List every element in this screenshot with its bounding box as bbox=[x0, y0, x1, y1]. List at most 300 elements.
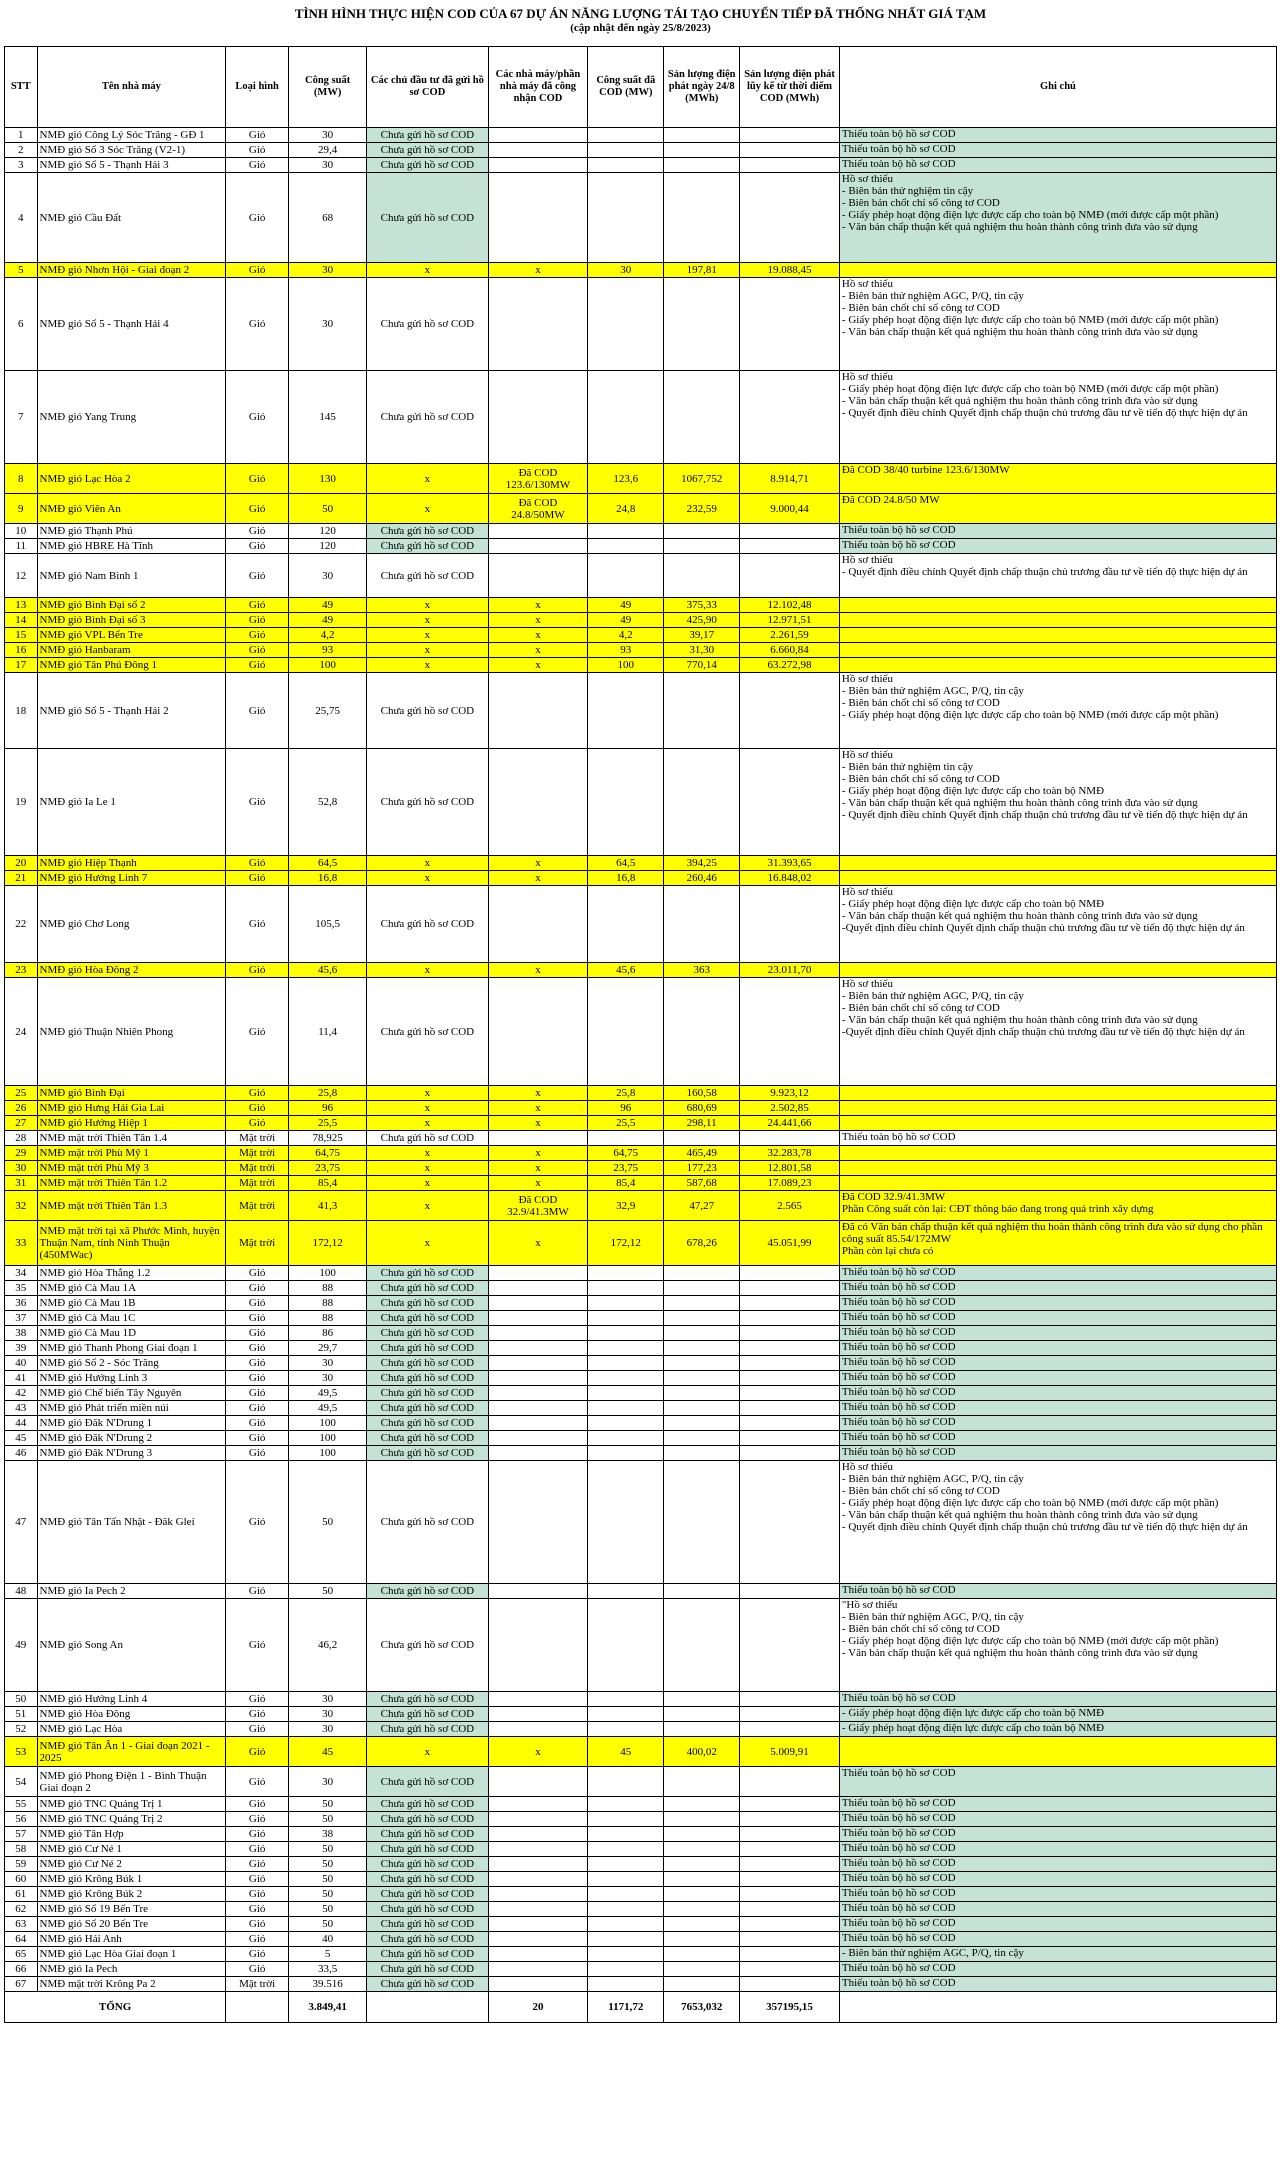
cell-cod-recognized: x bbox=[488, 1086, 588, 1101]
cell-type: Gió bbox=[226, 524, 289, 539]
cell-notes: Thiếu toàn bộ hồ sơ COD bbox=[839, 1887, 1276, 1902]
cell-capacity: 120 bbox=[289, 539, 367, 554]
cell-cumulative-output bbox=[740, 1902, 840, 1917]
cell-plant-name: NMĐ gió Bình Đại số 3 bbox=[37, 613, 226, 628]
table-body bbox=[5, 128, 1277, 1992]
cell-cod-recognized bbox=[488, 371, 588, 464]
cell-cod-capacity: 23,75 bbox=[588, 1161, 664, 1176]
cell-daily-output bbox=[664, 1932, 740, 1947]
cell-daily-output bbox=[664, 1917, 740, 1932]
cell-cumulative-output bbox=[740, 278, 840, 371]
cell-stt: 19 bbox=[5, 749, 38, 856]
table-row bbox=[5, 1722, 1277, 1737]
cell-notes: Đã COD 24.8/50 MW bbox=[839, 494, 1276, 524]
cell-plant-name: NMĐ gió Tân Ân 1 - Giai đoạn 2021 - 2025 bbox=[37, 1737, 226, 1767]
cell-type: Gió bbox=[226, 464, 289, 494]
cell-cod-recognized bbox=[488, 673, 588, 749]
cell-plant-name: NMĐ gió Thuận Nhiên Phong bbox=[37, 978, 226, 1086]
cell-notes: Thiếu toàn bộ hồ sơ COD bbox=[839, 1812, 1276, 1827]
cell-cod-submitted: Chưa gửi hồ sơ COD bbox=[367, 524, 488, 539]
cell-cod-capacity bbox=[588, 1722, 664, 1737]
cell-cod-submitted: Chưa gửi hồ sơ COD bbox=[367, 158, 488, 173]
cell-notes bbox=[839, 643, 1276, 658]
cell-plant-name: NMĐ mặt trời Phù Mỹ 1 bbox=[37, 1146, 226, 1161]
cell-daily-output bbox=[664, 1599, 740, 1692]
cell-capacity: 50 bbox=[289, 1812, 367, 1827]
cell-cod-capacity bbox=[588, 1797, 664, 1812]
cell-cod-submitted: x bbox=[367, 1737, 488, 1767]
cell-cod-recognized bbox=[488, 1842, 588, 1857]
cell-cod-submitted: Chưa gửi hồ sơ COD bbox=[367, 1812, 488, 1827]
cell-cod-recognized bbox=[488, 1887, 588, 1902]
cell-notes bbox=[839, 658, 1276, 673]
cell-notes bbox=[839, 1176, 1276, 1191]
cell-stt: 65 bbox=[5, 1947, 38, 1962]
cell-cumulative-output bbox=[740, 554, 840, 598]
cell-cod-capacity bbox=[588, 128, 664, 143]
cell-cod-recognized bbox=[488, 1977, 588, 1992]
cell-notes bbox=[839, 1146, 1276, 1161]
cell-cod-capacity bbox=[588, 1401, 664, 1416]
cell-plant-name: NMĐ gió Số 20 Bến Tre bbox=[37, 1917, 226, 1932]
cell-daily-output: 39,17 bbox=[664, 628, 740, 643]
cell-stt: 40 bbox=[5, 1356, 38, 1371]
cell-stt: 44 bbox=[5, 1416, 38, 1431]
cell-notes: Đã có Văn bản chấp thuận kết quả nghiệm thu hoàn thành công trình đưa vào sử dụng cho phần công suất 85.54/172MW Phần còn lại chưa có bbox=[839, 1221, 1276, 1266]
cell-type: Gió bbox=[226, 1872, 289, 1887]
cell-plant-name: NMĐ gió Công Lý Sóc Trăng - GĐ 1 bbox=[37, 128, 226, 143]
table-row bbox=[5, 1797, 1277, 1812]
table-row bbox=[5, 1371, 1277, 1386]
cell-plant-name: NMĐ gió Nam Bình 1 bbox=[37, 554, 226, 598]
cell-plant-name: NMĐ gió Tân Phú Đông 1 bbox=[37, 658, 226, 673]
cell-capacity: 88 bbox=[289, 1281, 367, 1296]
cell-cumulative-output: 63.272,98 bbox=[740, 658, 840, 673]
table-row bbox=[5, 598, 1277, 613]
cell-capacity: 130 bbox=[289, 464, 367, 494]
cell-type: Gió bbox=[226, 1812, 289, 1827]
cell-plant-name: NMĐ gió Bình Đại số 2 bbox=[37, 598, 226, 613]
cell-cumulative-output: 9.923,12 bbox=[740, 1086, 840, 1101]
table-row bbox=[5, 673, 1277, 749]
cell-plant-name: NMĐ gió Bình Đại bbox=[37, 1086, 226, 1101]
cell-type: Gió bbox=[226, 1917, 289, 1932]
cell-stt: 64 bbox=[5, 1932, 38, 1947]
cell-daily-output: 425,90 bbox=[664, 613, 740, 628]
table-row bbox=[5, 524, 1277, 539]
cell-cod-recognized bbox=[488, 539, 588, 554]
cell-cod-submitted: x bbox=[367, 1221, 488, 1266]
cell-cod-recognized bbox=[488, 1326, 588, 1341]
cell-cod-submitted: x bbox=[367, 613, 488, 628]
table-row bbox=[5, 1902, 1277, 1917]
cell-cod-submitted: Chưa gửi hồ sơ COD bbox=[367, 1932, 488, 1947]
cell-plant-name: NMĐ gió Hiệp Thạnh bbox=[37, 856, 226, 871]
cell-capacity: 38 bbox=[289, 1827, 367, 1842]
cell-notes: Thiếu toàn bộ hồ sơ COD bbox=[839, 1281, 1276, 1296]
table-header-row bbox=[5, 47, 1277, 128]
cell-plant-name: NMĐ mặt trời Thiên Tân 1.2 bbox=[37, 1176, 226, 1191]
cell-cod-capacity: 64,5 bbox=[588, 856, 664, 871]
cell-cod-submitted: Chưa gửi hồ sơ COD bbox=[367, 1599, 488, 1692]
cell-stt: 63 bbox=[5, 1917, 38, 1932]
cell-stt: 33 bbox=[5, 1221, 38, 1266]
cell-notes bbox=[839, 856, 1276, 871]
cell-daily-output bbox=[664, 1947, 740, 1962]
cell-type: Gió bbox=[226, 1962, 289, 1977]
cell-cod-capacity bbox=[588, 1857, 664, 1872]
cell-cod-capacity bbox=[588, 1341, 664, 1356]
cell-cod-capacity bbox=[588, 524, 664, 539]
cell-type: Gió bbox=[226, 158, 289, 173]
cell-type: Gió bbox=[226, 1326, 289, 1341]
cell-stt: 7 bbox=[5, 371, 38, 464]
cell-notes: "Hồ sơ thiếu - Biên bản thử nghiệm AGC, P/Q, tin cậy - Biên bản chốt chỉ số công tơ COD - Giấy phép hoạt động điện lực được cấp cho toàn bộ NMĐ (mới được cấp một phần) - Văn bản chấp thuận kết quả nghiệm thu hoàn thành công trình đưa vào sử dụng bbox=[839, 1599, 1276, 1692]
cell-type: Gió bbox=[226, 371, 289, 464]
cell-type: Gió bbox=[226, 278, 289, 371]
cell-cod-submitted: Chưa gửi hồ sơ COD bbox=[367, 371, 488, 464]
cell-stt: 55 bbox=[5, 1797, 38, 1812]
cell-cod-capacity bbox=[588, 978, 664, 1086]
cell-capacity: 85,4 bbox=[289, 1176, 367, 1191]
table-row bbox=[5, 628, 1277, 643]
cell-notes: Thiếu toàn bộ hồ sơ COD bbox=[839, 539, 1276, 554]
cell-cod-submitted: x bbox=[367, 263, 488, 278]
cell-cumulative-output bbox=[740, 539, 840, 554]
cell-stt: 21 bbox=[5, 871, 38, 886]
cell-capacity: 50 bbox=[289, 1917, 367, 1932]
cell-stt: 23 bbox=[5, 963, 38, 978]
header-stt: STT bbox=[5, 47, 38, 128]
cell-cod-capacity bbox=[588, 371, 664, 464]
cell-stt: 11 bbox=[5, 539, 38, 554]
cell-cod-capacity bbox=[588, 749, 664, 856]
cell-stt: 15 bbox=[5, 628, 38, 643]
table-row bbox=[5, 1857, 1277, 1872]
cell-plant-name: NMĐ gió VPL Bến Tre bbox=[37, 628, 226, 643]
cell-cod-capacity bbox=[588, 1917, 664, 1932]
cell-cod-recognized bbox=[488, 1947, 588, 1962]
cell-daily-output bbox=[664, 1431, 740, 1446]
cell-cumulative-output: 19.088,45 bbox=[740, 263, 840, 278]
cell-capacity: 30 bbox=[289, 158, 367, 173]
cell-stt: 1 bbox=[5, 128, 38, 143]
cell-capacity: 100 bbox=[289, 1431, 367, 1446]
cell-daily-output: 160,58 bbox=[664, 1086, 740, 1101]
cell-stt: 37 bbox=[5, 1311, 38, 1326]
cell-plant-name: NMĐ gió Hướng Hiệp 1 bbox=[37, 1116, 226, 1131]
cell-type: Gió bbox=[226, 143, 289, 158]
cell-cumulative-output: 9.000,44 bbox=[740, 494, 840, 524]
cell-cod-submitted: x bbox=[367, 464, 488, 494]
cell-plant-name: NMĐ gió Cầu Đất bbox=[37, 173, 226, 263]
cell-type: Gió bbox=[226, 1599, 289, 1692]
cell-capacity: 30 bbox=[289, 278, 367, 371]
cell-daily-output: 680,69 bbox=[664, 1101, 740, 1116]
table-row bbox=[5, 1461, 1277, 1584]
cell-cod-recognized bbox=[488, 1296, 588, 1311]
cell-type: Gió bbox=[226, 1767, 289, 1797]
cell-cod-submitted: Chưa gửi hồ sơ COD bbox=[367, 1311, 488, 1326]
cell-capacity: 30 bbox=[289, 1707, 367, 1722]
cell-daily-output bbox=[664, 1461, 740, 1584]
document-title: TÌNH HÌNH THỰC HIỆN COD CỦA 67 DỰ ÁN NĂNG LƯỢNG TÁI TẠO CHUYỂN TIẾP ĐÃ THỐNG NHẤT GIÁ TẠM bbox=[294, 6, 987, 21]
cell-capacity: 50 bbox=[289, 494, 367, 524]
cell-cod-submitted: Chưa gửi hồ sơ COD bbox=[367, 1692, 488, 1707]
cell-cod-capacity bbox=[588, 1446, 664, 1461]
cell-stt: 29 bbox=[5, 1146, 38, 1161]
cell-cumulative-output bbox=[740, 1266, 840, 1281]
cell-capacity: 100 bbox=[289, 658, 367, 673]
table-row bbox=[5, 871, 1277, 886]
cell-notes: Hồ sơ thiếu - Biên bản thử nghiệm tin cậy - Biên bản chốt chỉ số công tơ COD - Giấy phép hoạt động điện lực được cấp cho toàn bộ NMĐ - Văn bản chấp thuận kết quả nghiệm thu hoàn thành công trình đưa vào sử dụng - Quyết định điều chỉnh Quyết định chấp thuận chủ trương đầu tư về tiến độ thực hiện dự án bbox=[839, 749, 1276, 856]
cell-cod-capacity: 123,6 bbox=[588, 464, 664, 494]
table-row bbox=[5, 554, 1277, 598]
cell-cod-capacity: 24,8 bbox=[588, 494, 664, 524]
cell-cod-recognized: Đã COD 24.8/50MW bbox=[488, 494, 588, 524]
cell-type: Gió bbox=[226, 1932, 289, 1947]
cell-daily-output: 47,27 bbox=[664, 1191, 740, 1221]
cell-stt: 53 bbox=[5, 1737, 38, 1767]
cell-daily-output bbox=[664, 1341, 740, 1356]
cell-plant-name: NMĐ gió Hòa Đông 2 bbox=[37, 963, 226, 978]
cell-plant-name: NMĐ gió Hưng Hải Gia Lai bbox=[37, 1101, 226, 1116]
cell-type: Gió bbox=[226, 1857, 289, 1872]
cell-notes: Thiếu toàn bộ hồ sơ COD bbox=[839, 1842, 1276, 1857]
cell-type: Gió bbox=[226, 494, 289, 524]
cell-cod-submitted: Chưa gửi hồ sơ COD bbox=[367, 1872, 488, 1887]
cell-daily-output: 770,14 bbox=[664, 658, 740, 673]
cell-plant-name: NMĐ gió Phát triển miền núi bbox=[37, 1401, 226, 1416]
cell-type: Gió bbox=[226, 1266, 289, 1281]
cell-cod-capacity bbox=[588, 673, 664, 749]
cell-cod-capacity: 172,12 bbox=[588, 1221, 664, 1266]
cell-cumulative-output: 45.051,99 bbox=[740, 1221, 840, 1266]
cell-notes: Thiếu toàn bộ hồ sơ COD bbox=[839, 1131, 1276, 1146]
cell-cumulative-output bbox=[740, 524, 840, 539]
cell-daily-output bbox=[664, 1797, 740, 1812]
table-row bbox=[5, 1116, 1277, 1131]
cell-plant-name: NMĐ gió Hanbaram bbox=[37, 643, 226, 658]
cell-cumulative-output: 5.009,91 bbox=[740, 1737, 840, 1767]
cell-capacity: 25,8 bbox=[289, 1086, 367, 1101]
cell-cod-submitted: Chưa gửi hồ sơ COD bbox=[367, 143, 488, 158]
cell-cod-recognized bbox=[488, 1812, 588, 1827]
cell-daily-output bbox=[664, 1977, 740, 1992]
cell-plant-name: NMĐ gió Cư Né 2 bbox=[37, 1857, 226, 1872]
cell-notes: Thiếu toàn bộ hồ sơ COD bbox=[839, 524, 1276, 539]
cell-stt: 46 bbox=[5, 1446, 38, 1461]
cell-notes: Thiếu toàn bộ hồ sơ COD bbox=[839, 1446, 1276, 1461]
cell-daily-output bbox=[664, 673, 740, 749]
cell-daily-output bbox=[664, 539, 740, 554]
cell-plant-name: NMĐ gió Đăk N'Drung 2 bbox=[37, 1431, 226, 1446]
cell-notes bbox=[839, 1161, 1276, 1176]
cell-daily-output: 197,81 bbox=[664, 263, 740, 278]
cell-cumulative-output bbox=[740, 1872, 840, 1887]
cell-capacity: 46,2 bbox=[289, 1599, 367, 1692]
cell-cod-capacity bbox=[588, 554, 664, 598]
cell-cod-submitted: x bbox=[367, 1176, 488, 1191]
cell-stt: 47 bbox=[5, 1461, 38, 1584]
cell-daily-output bbox=[664, 1281, 740, 1296]
cell-stt: 25 bbox=[5, 1086, 38, 1101]
cell-notes: Thiếu toàn bộ hồ sơ COD bbox=[839, 1827, 1276, 1842]
cell-cod-submitted: Chưa gửi hồ sơ COD bbox=[367, 1431, 488, 1446]
cell-capacity: 33,5 bbox=[289, 1962, 367, 1977]
cell-cod-submitted: x bbox=[367, 1116, 488, 1131]
table-row bbox=[5, 1599, 1277, 1692]
cell-cod-submitted: Chưa gửi hồ sơ COD bbox=[367, 1977, 488, 1992]
cell-daily-output: 400,02 bbox=[664, 1737, 740, 1767]
cell-cumulative-output: 12.801,58 bbox=[740, 1161, 840, 1176]
cell-type: Gió bbox=[226, 1431, 289, 1446]
cell-notes: Thiếu toàn bộ hồ sơ COD bbox=[839, 1692, 1276, 1707]
cell-cod-capacity bbox=[588, 886, 664, 963]
cell-cod-submitted: x bbox=[367, 1161, 488, 1176]
cell-cod-capacity bbox=[588, 1827, 664, 1842]
cell-cumulative-output bbox=[740, 143, 840, 158]
cell-type: Gió bbox=[226, 554, 289, 598]
cell-type: Gió bbox=[226, 1902, 289, 1917]
table-row bbox=[5, 978, 1277, 1086]
total-cumulative-output: 357195,15 bbox=[740, 1992, 840, 2023]
cell-type: Gió bbox=[226, 1086, 289, 1101]
total-notes bbox=[839, 1992, 1276, 2023]
cell-cumulative-output bbox=[740, 1131, 840, 1146]
cell-cod-capacity bbox=[588, 1872, 664, 1887]
cell-stt: 8 bbox=[5, 464, 38, 494]
cell-type: Gió bbox=[226, 1707, 289, 1722]
cell-cod-submitted: Chưa gửi hồ sơ COD bbox=[367, 1281, 488, 1296]
cell-capacity: 172,12 bbox=[289, 1221, 367, 1266]
cell-cod-recognized bbox=[488, 1311, 588, 1326]
cell-cod-recognized bbox=[488, 1722, 588, 1737]
cell-notes: Hồ sơ thiếu - Giấy phép hoạt động điện lực được cấp cho toàn bộ NMĐ (mới được cấp một phần) - Văn bản chấp thuận kết quả nghiệm thu hoàn thành công trình đưa vào sử dụng - Quyết định điều chỉnh Quyết định chấp thuận chủ trương đầu tư về tiến độ thực hiện dự án bbox=[839, 371, 1276, 464]
cell-stt: 42 bbox=[5, 1386, 38, 1401]
cell-plant-name: NMĐ gió Số 5 - Thạnh Hải 4 bbox=[37, 278, 226, 371]
cell-capacity: 29,4 bbox=[289, 143, 367, 158]
cell-cod-capacity: 93 bbox=[588, 643, 664, 658]
cell-type: Gió bbox=[226, 1827, 289, 1842]
cell-daily-output: 1067,752 bbox=[664, 464, 740, 494]
cell-cod-recognized bbox=[488, 1416, 588, 1431]
cell-notes: Thiếu toàn bộ hồ sơ COD bbox=[839, 1356, 1276, 1371]
cell-cod-submitted: Chưa gửi hồ sơ COD bbox=[367, 1371, 488, 1386]
cell-stt: 35 bbox=[5, 1281, 38, 1296]
cell-daily-output bbox=[664, 1416, 740, 1431]
header-notes: Ghi chú bbox=[839, 47, 1276, 128]
cell-plant-name: NMĐ mặt trời Krông Pa 2 bbox=[37, 1977, 226, 1992]
cell-stt: 31 bbox=[5, 1176, 38, 1191]
cell-type: Gió bbox=[226, 128, 289, 143]
total-type bbox=[226, 1992, 289, 2023]
cell-type: Mặt trời bbox=[226, 1161, 289, 1176]
cell-stt: 67 bbox=[5, 1977, 38, 1992]
cell-notes: Thiếu toàn bộ hồ sơ COD bbox=[839, 1962, 1276, 1977]
cell-type: Gió bbox=[226, 1947, 289, 1962]
header-plant-name: Tên nhà máy bbox=[37, 47, 226, 128]
cell-cod-capacity bbox=[588, 1311, 664, 1326]
cell-cumulative-output bbox=[740, 1692, 840, 1707]
table-row bbox=[5, 1266, 1277, 1281]
cell-plant-name: NMĐ gió Ia Le 1 bbox=[37, 749, 226, 856]
cell-cod-submitted: Chưa gửi hồ sơ COD bbox=[367, 1266, 488, 1281]
cell-type: Gió bbox=[226, 1356, 289, 1371]
cell-capacity: 30 bbox=[289, 1356, 367, 1371]
cell-stt: 38 bbox=[5, 1326, 38, 1341]
cell-cumulative-output bbox=[740, 1341, 840, 1356]
cell-plant-name: NMĐ gió Cư Né 1 bbox=[37, 1842, 226, 1857]
cell-daily-output bbox=[664, 1722, 740, 1737]
cell-cumulative-output bbox=[740, 371, 840, 464]
cell-cod-recognized: x bbox=[488, 1221, 588, 1266]
table-row bbox=[5, 278, 1277, 371]
cell-cod-capacity bbox=[588, 1296, 664, 1311]
total-row bbox=[5, 1992, 1277, 2023]
cell-cumulative-output bbox=[740, 1932, 840, 1947]
cell-cod-recognized bbox=[488, 128, 588, 143]
cell-stt: 58 bbox=[5, 1842, 38, 1857]
cell-capacity: 64,5 bbox=[289, 856, 367, 871]
cell-plant-name: NMĐ gió Phong Điện 1 - Bình Thuận Giai đoạn 2 bbox=[37, 1767, 226, 1797]
cell-cumulative-output: 2.261,59 bbox=[740, 628, 840, 643]
cell-notes bbox=[839, 263, 1276, 278]
cell-daily-output bbox=[664, 978, 740, 1086]
cell-cod-submitted: Chưa gửi hồ sơ COD bbox=[367, 1341, 488, 1356]
cell-type: Gió bbox=[226, 598, 289, 613]
cell-notes bbox=[839, 963, 1276, 978]
cell-notes: - Biên bản thử nghiệm AGC, P/Q, tin cậy bbox=[839, 1947, 1276, 1962]
cell-cumulative-output bbox=[740, 1281, 840, 1296]
table-row bbox=[5, 1707, 1277, 1722]
cell-plant-name: NMĐ gió Số 19 Bến Tre bbox=[37, 1902, 226, 1917]
table-row bbox=[5, 963, 1277, 978]
cell-plant-name: NMĐ gió HBRE Hà Tĩnh bbox=[37, 539, 226, 554]
cell-capacity: 30 bbox=[289, 1371, 367, 1386]
cell-capacity: 50 bbox=[289, 1461, 367, 1584]
table-row bbox=[5, 1962, 1277, 1977]
cell-cod-submitted: Chưa gửi hồ sơ COD bbox=[367, 1902, 488, 1917]
cell-stt: 9 bbox=[5, 494, 38, 524]
cell-cumulative-output bbox=[740, 173, 840, 263]
cell-cod-recognized bbox=[488, 1767, 588, 1797]
cell-stt: 22 bbox=[5, 886, 38, 963]
cell-daily-output: 465,49 bbox=[664, 1146, 740, 1161]
cell-daily-output: 363 bbox=[664, 963, 740, 978]
cell-type: Gió bbox=[226, 613, 289, 628]
cell-stt: 62 bbox=[5, 1902, 38, 1917]
cell-type: Mặt trời bbox=[226, 1221, 289, 1266]
cell-cod-capacity: 45 bbox=[588, 1737, 664, 1767]
cell-cod-recognized bbox=[488, 143, 588, 158]
cell-daily-output bbox=[664, 1266, 740, 1281]
cell-cod-submitted: Chưa gửi hồ sơ COD bbox=[367, 1887, 488, 1902]
cell-stt: 41 bbox=[5, 1371, 38, 1386]
table-row bbox=[5, 749, 1277, 856]
cell-type: Mặt trời bbox=[226, 1191, 289, 1221]
cell-daily-output bbox=[664, 1131, 740, 1146]
table-row bbox=[5, 1356, 1277, 1371]
cell-daily-output bbox=[664, 1707, 740, 1722]
table-row bbox=[5, 1827, 1277, 1842]
header-capacity: Công suất (MW) bbox=[289, 47, 367, 128]
cell-cod-submitted: x bbox=[367, 598, 488, 613]
cell-cod-recognized: x bbox=[488, 1116, 588, 1131]
total-sent bbox=[367, 1992, 488, 2023]
cell-stt: 36 bbox=[5, 1296, 38, 1311]
cell-cod-submitted: Chưa gửi hồ sơ COD bbox=[367, 978, 488, 1086]
